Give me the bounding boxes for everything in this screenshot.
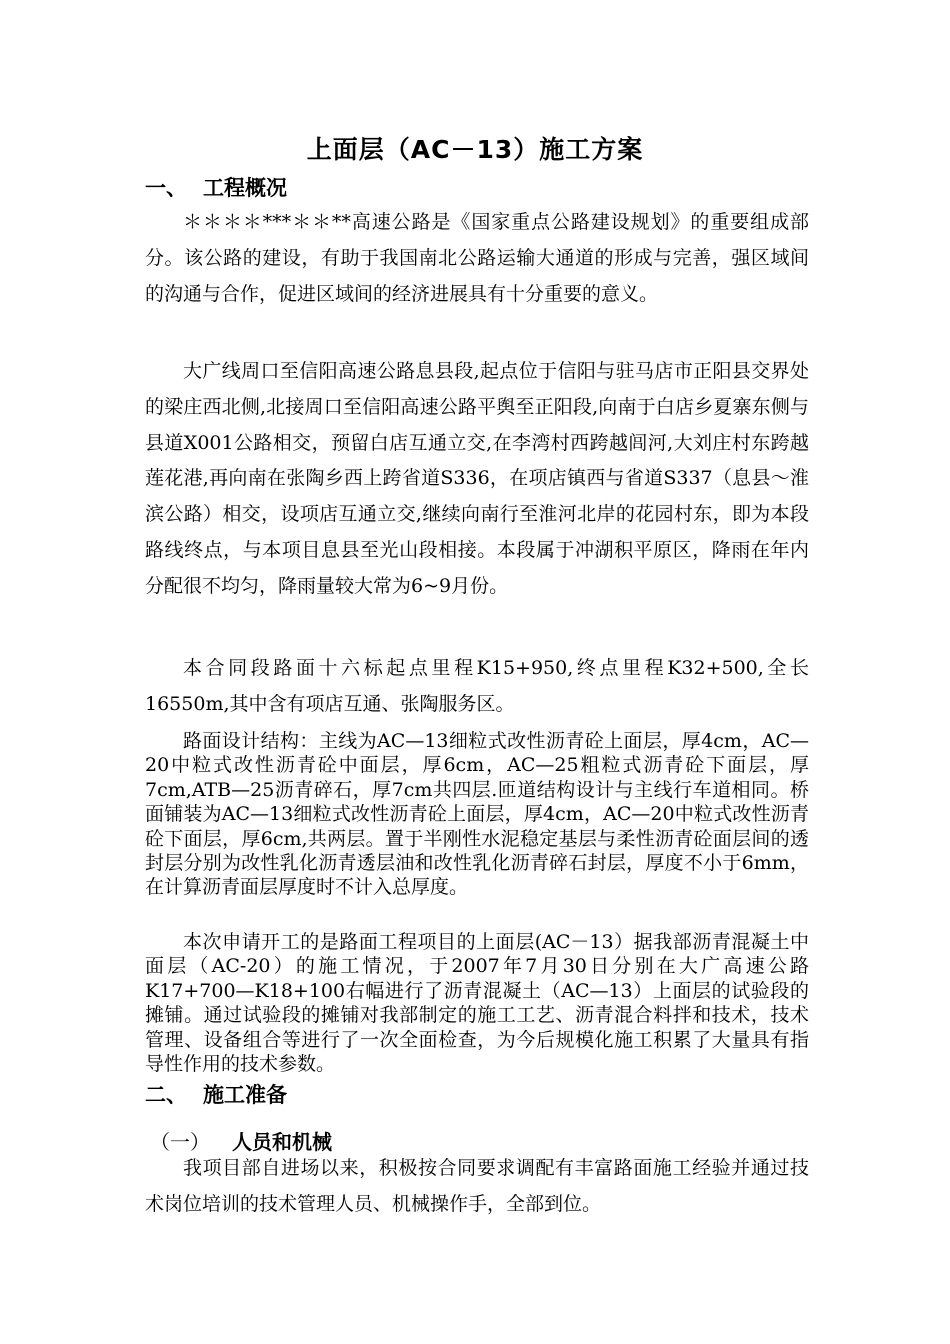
paragraph-significance: ＊＊＊＊***＊＊**高速公路是《国家重点公路建设规划》的重要组成部分。该公路的建设，有助于我国南北公路运输大通道的形成与完善，强区域间的沟通与合作，促进区域间的经济进展具有十分重要的意义。 [145, 211, 809, 305]
paragraph-trial-section: 本次申请开工的是路面工程项目的上面层(AC－13）据我部沥青混凝土中面层（AC-20）的施工情况，于2007年7月30日分别在大广高速公路K17+700—K18+100右幅进行了沥青混凝土（AC—13）上面层的试验段的摊铺。通过试验段的摊铺对我部制定的施工工艺、沥青混合料拌和技术，技术管理、设备组合等进行了一次全面检查，为今后规模化施工积累了大量具有指导性作用的技术参数。 [145, 931, 809, 1076]
section-heading-2 [145, 1079, 287, 1109]
paragraph-personnel: 我项目部自进场以来，积极按合同要求调配有丰富路面施工经验并通过技术岗位培训的技术管理人员、机械操作手，全部到位。 [145, 1157, 809, 1215]
section-heading-1 [145, 172, 287, 202]
document-title: 上面层（AC－13）施工方案 [306, 135, 644, 164]
section-title: 施工准备 [203, 1083, 287, 1107]
paragraph-route-description: 大广线周口至信阳高速公路息县段,起点位于信阳与驻马店市正阳县交界处的梁庄西北侧,北接周口至信阳高速公路平舆至正阳段,向南于白店乡夏寨东侧与县道X001公路相交，预留白店互通立交,在李湾村西跨越闾河,大刘庄村东跨越莲花港,再向南在张陶乡西上跨省道S336，在项店镇西与省道S337（息县～淮滨公路）相交，设项店互通立交,继续向南行至淮河北岸的花园村东，即为本段路线终点，与本项目息县至光山段相接。本段属于冲湖积平原区，降雨在年内分配很不均匀，降雨量较大常为6~9月份。 [145, 360, 809, 597]
subsection-number: （一） [150, 1130, 210, 1154]
paragraph-contract-section: 本合同段路面十六标起点里程K15+950,终点里程K32+500,全长16550m,其中含有项店互通、张陶服务区。 [145, 657, 809, 715]
section-title: 工程概况 [203, 176, 287, 200]
subsection-title: 人员和机械 [232, 1130, 332, 1154]
paragraph-pavement-structure: 路面设计结构：主线为AC—13细粒式改性沥青砼上面层，厚4cm，AC—20中粒式改性沥青砼中面层，厚6cm，AC—25粗粒式沥青砼下面层，厚7cm,ATB—25沥青碎石，厚7cm共四层.匝道结构设计与主线行车道相同。桥面铺装为AC—13细粒式改性沥青砼上面层，厚4cm，AC—20中粒式改性沥青砼下面层，厚6cm,共两层。置于半刚性水泥稳定基层与柔性沥青砼面层间的透封层分别为改性乳化沥青透层油和改性乳化沥青碎石封层，厚度不小于6mm，在计算沥青面层厚度时不计入总厚度。 [145, 730, 809, 899]
section-number: 一、 [145, 176, 187, 200]
section-number: 二、 [145, 1083, 187, 1107]
